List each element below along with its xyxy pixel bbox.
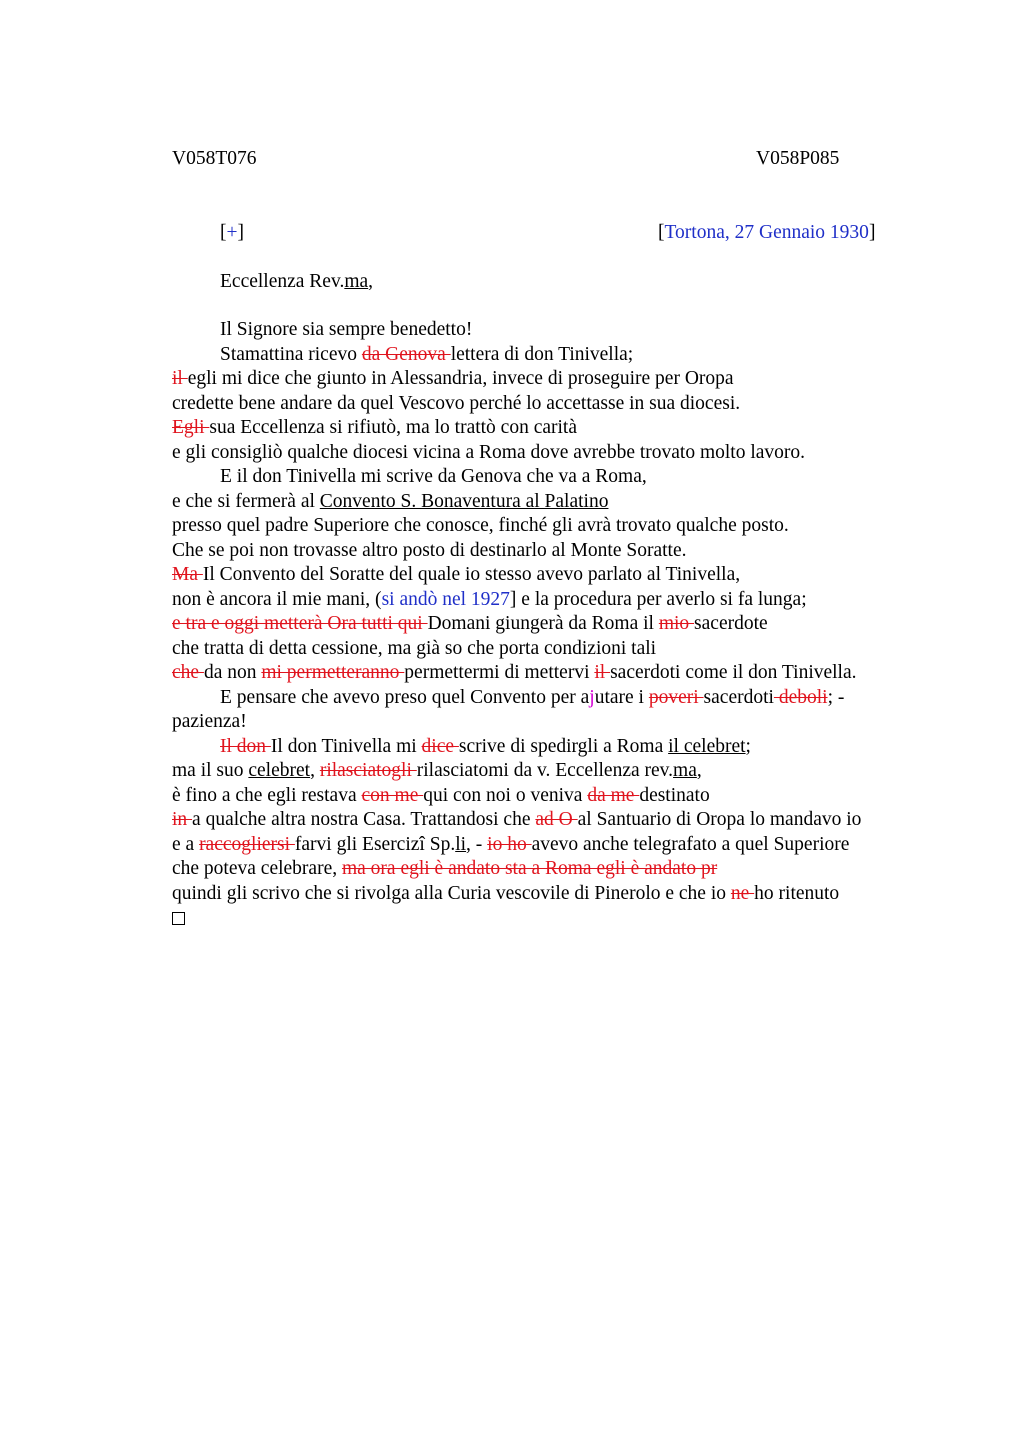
text-segment: che poteva celebrare, xyxy=(172,858,342,879)
text-line xyxy=(172,514,932,539)
editorial-note: si andò nel 1927 xyxy=(381,588,510,610)
correction-mark: j xyxy=(589,686,595,708)
text-segment: ; - xyxy=(827,686,845,708)
deleted-text: in xyxy=(172,809,193,830)
text-line xyxy=(172,735,932,760)
text-line xyxy=(172,808,932,833)
text-line xyxy=(172,759,932,784)
letter-date xyxy=(658,221,875,245)
text-segment: ; xyxy=(745,735,751,757)
underlined-text: li xyxy=(455,833,467,855)
deleted-text: che xyxy=(172,662,204,683)
text-segment: che tratta di detta cessione, ma già so che porta condizioni tali xyxy=(172,637,657,659)
text-line xyxy=(172,784,932,809)
text-line xyxy=(172,539,932,564)
text-line xyxy=(172,661,932,686)
text-segment: da non xyxy=(203,662,262,683)
deleted-text: mi permetteranno xyxy=(261,662,405,683)
text-line xyxy=(172,416,932,441)
text-segment: scrive di spedirgli a Roma xyxy=(458,735,669,757)
cross-symbol: + xyxy=(226,222,238,243)
deleted-text: deboli xyxy=(773,686,828,708)
text-segment: a qualche altra nostra Casa. Trattandosi che xyxy=(192,809,536,830)
deleted-text: ne xyxy=(730,882,755,904)
text-segment: sacerdoti come il don Tinivella. xyxy=(610,662,857,683)
underlined-text: il celebret xyxy=(668,735,746,757)
text-segment: ho ritenuto xyxy=(754,882,840,904)
text-segment: pazienza! xyxy=(172,711,247,732)
deleted-text: ad O xyxy=(535,809,578,830)
deleted-text: Egli xyxy=(172,417,210,438)
document-code: V058T076 xyxy=(172,148,257,169)
text-line xyxy=(172,441,932,466)
deleted-text: Ma xyxy=(172,564,203,585)
date-text: Tortona, 27 Gennaio 1930 xyxy=(664,222,869,243)
text-segment: quindi gli scrivo che si rivolga alla Curia vescovile di Pinerolo e che io xyxy=(172,882,731,904)
text-line xyxy=(172,833,932,858)
text-segment: e che si fermerà al xyxy=(172,490,320,512)
text-line xyxy=(172,367,932,392)
text-line xyxy=(172,710,932,735)
deleted-text: Il don xyxy=(220,735,271,757)
text-segment: sacerdoti xyxy=(703,686,774,708)
text-line xyxy=(172,563,932,588)
text-line xyxy=(172,637,932,662)
deleted-text: con me xyxy=(361,784,424,806)
text-segment: permettermi di mettervi xyxy=(404,662,595,683)
text-segment: , - xyxy=(466,833,488,855)
text-segment: credette bene andare da quel Vescovo perché lo accettasse in sua diocesi. xyxy=(172,392,741,414)
page-code: V058P085 xyxy=(756,148,840,169)
deleted-text: rilasciatogli xyxy=(319,760,417,781)
text-segment: e gli consigliò qualche diocesi vicina a Roma dove avrebbe trovato molto lavoro. xyxy=(172,441,806,463)
deleted-text: il xyxy=(172,368,188,389)
text-segment: Sp. xyxy=(424,833,456,855)
deleted-text: e tra e oggi metterà Ora tutti qui xyxy=(172,613,428,634)
bracket: [ xyxy=(220,222,227,243)
text-segment: e a xyxy=(172,833,200,855)
text-segment: E il don Tinivella mi scrive da Genova che va a Roma, xyxy=(220,466,647,487)
text-segment: lettera di don Tinivella; xyxy=(450,343,634,365)
deleted-text: dice xyxy=(421,735,459,757)
deleted-text: mio xyxy=(658,613,695,634)
salutation-text: Eccellenza Rev. xyxy=(220,271,345,292)
deleted-text: ma ora egli è andato sta a Roma egli è andato pr xyxy=(341,858,718,879)
text-segment: egli mi dice che giunto in Alessandria, invece di proseguire per Oropa xyxy=(187,368,734,389)
salutation xyxy=(220,270,373,294)
end-box-icon xyxy=(172,912,185,925)
cross-mark xyxy=(220,221,244,245)
text-segment: Che se poi non trovasse altro posto di destinarlo al Monte Soratte. xyxy=(172,539,687,561)
deleted-text: il xyxy=(594,662,611,683)
text-segment: ] e la procedura per averlo si fa lunga; xyxy=(509,588,807,610)
underlined-text: ma xyxy=(673,760,697,781)
text-segment: E pensare che avevo preso quel Convento per a xyxy=(220,686,590,708)
text-segment: sua Eccellenza si rifiutò, ma lo trattò con carità xyxy=(209,417,578,438)
text-segment: al Santuario di Oropa lo mandavo io xyxy=(577,809,862,830)
text-segment: Il Convento del Soratte del quale io stesso avevo parlato al Tinivella, xyxy=(202,564,741,585)
text-segment: non è ancora il mie mani, ( xyxy=(172,588,382,610)
text-segment: Il don Tinivella mi xyxy=(270,735,422,757)
text-line xyxy=(172,857,932,882)
text-line xyxy=(172,318,932,343)
text-segment: , xyxy=(310,760,320,781)
text-line xyxy=(172,686,932,711)
text-segment: , xyxy=(696,760,702,781)
text-line xyxy=(172,343,932,368)
text-segment: presso quel padre Superiore che conosce, finché gli avrà trovato qualche posto. xyxy=(172,515,789,536)
text-segment: Domani giungerà da Roma il xyxy=(427,613,659,634)
text-segment: destinato xyxy=(639,784,710,806)
bracket: ] xyxy=(868,222,876,243)
deleted-text: da Genova xyxy=(361,343,451,365)
deleted-text: io ho xyxy=(487,833,532,855)
text-line xyxy=(172,392,932,417)
text-line xyxy=(172,490,932,515)
deleted-text: poveri xyxy=(648,686,704,708)
text-segment: Stamattina ricevo xyxy=(220,343,362,365)
text-line xyxy=(172,882,932,907)
text-line xyxy=(172,465,932,490)
text-segment: Il Signore sia sempre benedetto! xyxy=(220,319,473,340)
deleted-text: da me xyxy=(587,784,640,806)
text-segment: rilasciatomi da v. Eccellenza rev. xyxy=(416,760,674,781)
text-segment: ma il suo xyxy=(172,760,249,781)
deleted-text: raccogliersi xyxy=(199,833,295,855)
text-segment: è fino a che egli restava xyxy=(172,784,362,806)
salutation-abbrev: ma xyxy=(344,271,369,292)
text-line xyxy=(172,612,932,637)
underlined-text: celebret xyxy=(248,760,311,781)
text-segment: utare i xyxy=(594,686,649,708)
text-segment: sacerdote xyxy=(694,613,768,634)
text-segment: qui con noi o veniva xyxy=(423,784,588,806)
text-segment: avevo anche telegrafato a quel Superiore xyxy=(531,833,850,855)
salutation-comma: , xyxy=(368,271,374,292)
bracket: ] xyxy=(237,222,244,243)
text-line xyxy=(172,588,932,613)
text-segment: farvi gli Esercizî xyxy=(294,833,425,855)
bracket: [ xyxy=(658,222,665,243)
letter-body xyxy=(172,318,932,931)
end-line xyxy=(172,906,932,931)
underlined-text: Convento S. Bonaventura al Palatino xyxy=(319,490,609,512)
